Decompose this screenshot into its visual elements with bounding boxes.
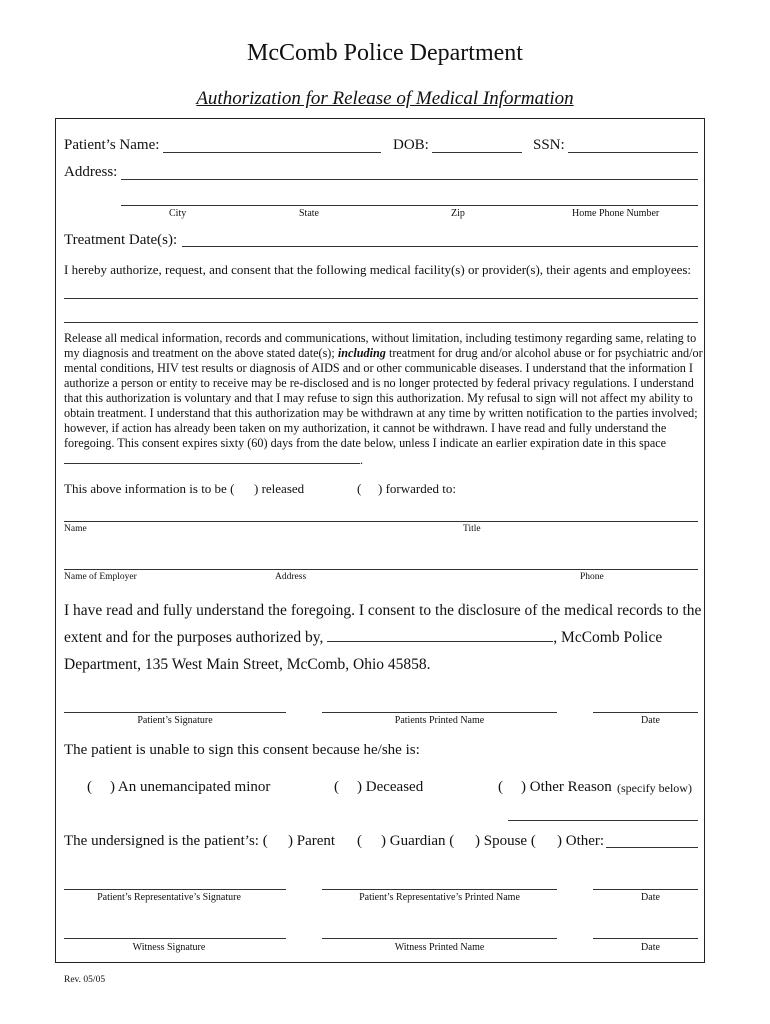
recipient-employer-field[interactable] <box>64 569 698 570</box>
spouse-option[interactable]: ) Spouse ( <box>475 833 536 849</box>
document-title: McComb Police Department <box>247 40 523 66</box>
authorize-text: I hereby authorize, request, and consent that the following medical facility(s) or provider(s), their agents and employees: <box>64 262 692 277</box>
provider-field-2[interactable] <box>64 322 698 323</box>
guardian-open-paren[interactable]: ( <box>357 833 362 849</box>
home-phone-label: Home Phone Number <box>572 208 660 219</box>
address-field-2[interactable] <box>121 205 698 206</box>
patient-signature-label: Patient’s Signature <box>137 715 213 726</box>
treatment-dates-label: Treatment Date(s): <box>64 232 178 248</box>
patient-signature-field[interactable] <box>64 712 286 713</box>
witness-date-field[interactable] <box>593 938 698 939</box>
ssn-field[interactable] <box>568 152 698 153</box>
consent-line-2b: , McComb Police <box>553 629 663 646</box>
rep-signature-field[interactable] <box>64 889 286 890</box>
document-subtitle: Authorization for Release of Medical Information <box>196 88 574 109</box>
patient-name-field[interactable] <box>163 152 381 153</box>
patient-date-field[interactable] <box>593 712 698 713</box>
minor-open-paren[interactable]: ( <box>87 779 92 795</box>
consent-line-3: Department, 135 West Main Street, McComb, Ohio 45858. <box>64 656 431 673</box>
patient-printed-name-label: Patients Printed Name <box>394 715 485 726</box>
recipient-phone-label: Phone <box>580 572 604 582</box>
including-emphasis: including <box>337 346 386 360</box>
provider-field-1[interactable] <box>64 298 698 299</box>
address-field-1[interactable] <box>121 179 698 180</box>
guardian-option[interactable]: ) Guardian ( <box>381 833 455 849</box>
recipient-title-label: Title <box>463 524 481 534</box>
deceased-option[interactable]: ) Deceased <box>357 779 424 795</box>
other-relation-field[interactable] <box>606 847 698 848</box>
released-option[interactable]: ) released <box>254 481 305 496</box>
consent-line-2a: extent and for the purposes authorized by, <box>64 629 324 646</box>
forwarded-option[interactable]: ) forwarded to: <box>378 481 456 496</box>
rep-printed-name-field[interactable] <box>322 889 557 890</box>
patient-name-label: Patient’s Name: <box>64 137 160 153</box>
undersigned-label: The undersigned is the patient’s: ( <box>64 833 268 849</box>
unable-label: The patient is unable to sign this consent because he/she is: <box>64 742 420 758</box>
other-reason-open-paren[interactable]: ( <box>498 779 503 795</box>
release-paragraph: Release all medical information, records and communications, without limitation, including testimony regarding same, relating to my diagnosis and treatment on the above stated date(s); including treatment for drug and/or alcohol abuse or for psychiatric and/or mental conditions, HIV test results or diagnosis of AIDS and or other communicable diseases. I understand that the information I authorize a person or entity to receive may be re-disclosed and is no longer protected by federal privacy regulations. I understand that this authorization is voluntary and that I may refuse to sign this authorization. My refusal to sign will not affect my ability to obtain treatment. I understand that this authorization may be withdrawn at any time by written notification to the parties involved; however, if action has already been taken on my authorization, it cannot be withdrawn. I have read and fully understand the foregoing. This consent expires sixty (60) days from the date below, unless I indicate an earlier expiration date in this space . <box>64 331 703 467</box>
deceased-open-paren[interactable]: ( <box>334 779 339 795</box>
consent-line-1: I have read and fully understand the foregoing. I consent to the disclosure of the medical records to the <box>64 602 702 619</box>
other-reason-field[interactable] <box>508 820 698 821</box>
rep-date-field[interactable] <box>593 889 698 890</box>
rep-printed-name-label: Patient’s Representative’s Printed Name <box>359 892 520 903</box>
release-text-2: treatment for drug and/or alcohol abuse or for psychiatric and/or mental conditions, HIV test results or diagnosis of AIDS and or other communicable diseases. I understand that the information I authorize a person or entity to receive may be re-disclosed and is no longer protected by federal privacy regulations. I understand that this authorization is voluntary and that I may refuse to sign this authorization. My refusal to sign will not affect my ability to obtain treatment. I understand that this authorization may be withdrawn at any time by written notification to the parties involved; however, if action has already been taken on my authorization, it cannot be withdrawn. I have read and fully understand the foregoing. This consent expires sixty (60) days from the date below, unless I indicate an earlier expiration date in this space <box>64 346 703 450</box>
rep-signature-label: Patient’s Representative’s Signature <box>97 892 241 903</box>
minor-option[interactable]: ) An unemancipated minor <box>110 779 271 795</box>
treatment-dates-field[interactable] <box>182 246 698 247</box>
expiration-date-field[interactable] <box>64 451 360 464</box>
other-reason-option[interactable]: ) Other Reason <box>521 779 612 795</box>
witness-signature-label: Witness Signature <box>132 942 206 953</box>
parent-option[interactable]: ) Parent <box>288 833 336 849</box>
other-reason-note: (specify below) <box>617 781 692 795</box>
city-label: City <box>169 208 187 219</box>
consent-line-2 <box>64 629 662 647</box>
release-text-1: Release all medical information, records and communications, without limitation, including testimony regarding same, relating to my diagnosis and treatment on the above stated date(s); <box>64 331 697 360</box>
patient-date-label: Date <box>641 715 660 726</box>
other-relation-option[interactable]: ) Other: <box>557 833 605 849</box>
patient-printed-name-field[interactable] <box>322 712 557 713</box>
witness-printed-name-field[interactable] <box>322 938 557 939</box>
authorized-by-field[interactable] <box>327 629 553 642</box>
recipient-address-label: Address <box>275 572 307 582</box>
recipient-name-field[interactable] <box>64 521 698 522</box>
employer-label: Name of Employer <box>64 572 137 582</box>
ssn-label: SSN: <box>533 137 565 153</box>
dob-field[interactable] <box>432 152 522 153</box>
revision-label: Rev. 05/05 <box>64 975 106 985</box>
rep-date-label: Date <box>641 892 660 903</box>
info-prefix: This above information is to be ( <box>64 481 235 496</box>
address-label: Address: <box>64 164 118 180</box>
zip-label: Zip <box>451 208 465 219</box>
witness-date-label: Date <box>641 942 660 953</box>
witness-signature-field[interactable] <box>64 938 286 939</box>
dob-label: DOB: <box>393 137 429 153</box>
recipient-name-label: Name <box>64 524 87 534</box>
witness-printed-name-label: Witness Printed Name <box>394 942 485 953</box>
forwarded-open-paren[interactable]: ( <box>357 481 362 496</box>
state-label: State <box>299 208 319 219</box>
